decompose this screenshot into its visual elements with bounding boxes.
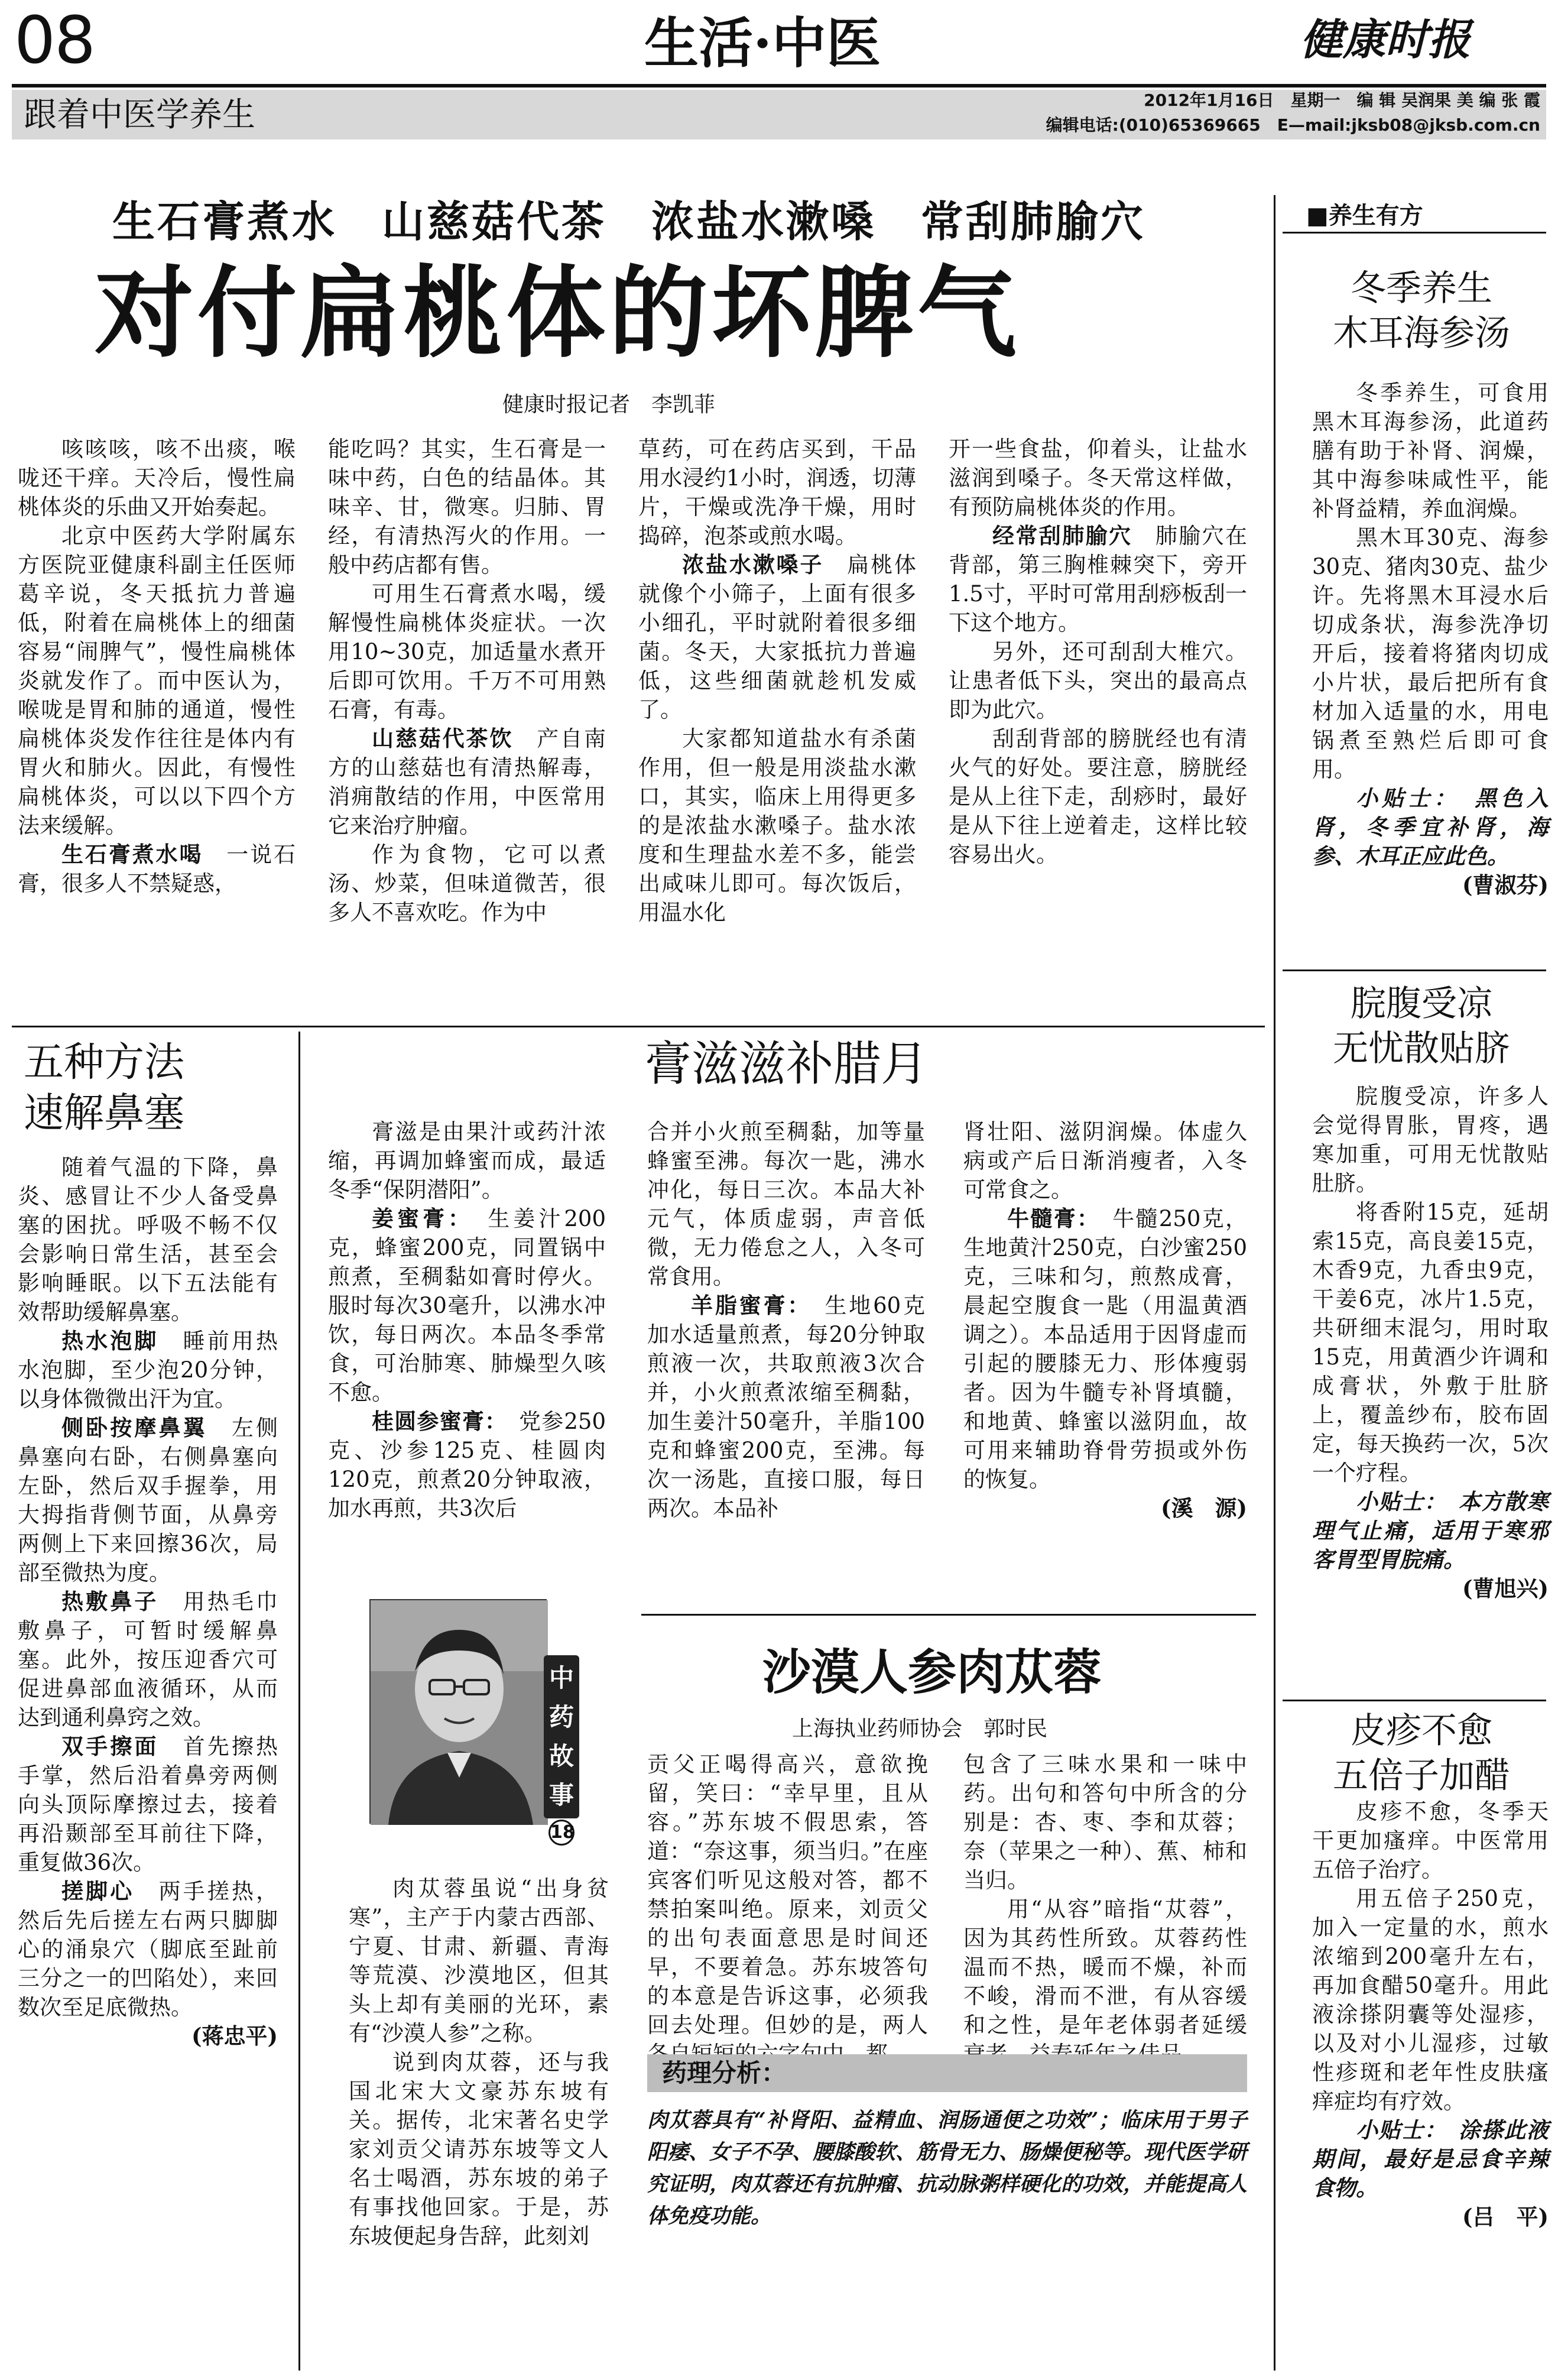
nose-title-line-2: 速解鼻塞 [24,1090,185,1137]
paragraph [949,637,1247,724]
paragraph [638,550,916,724]
paragraph-heading: 山慈菇代茶饮 [372,725,537,751]
analysis-label: 药理分析： [662,2058,787,2087]
paragraph [638,724,916,927]
paragraph-text: 产自南方的山慈菇也有清热解毒，消痈散结的作用，中医常用它来治疗肿瘤。 [328,726,606,838]
side-article-2-title-line-1: 脘腹受凉 [1351,983,1492,1024]
side-article-2-body [1312,1082,1549,1697]
paragraph-heading: 浓盐水漱嗓子 [682,552,848,578]
portrait-illustration [371,1600,548,1825]
side-article-1-title [1294,266,1549,356]
paragraph [1312,1198,1549,1487]
paragraph [328,435,606,579]
lead-subtitle: 生石膏煮水 山慈菇代茶 浓盐水漱嗓 常刮肺腧穴 [112,196,1146,247]
paragraph-text: 本方散寒理气止痛，适用于寒邪客胃型胃脘痛。 [1312,1489,1549,1572]
paragraph [638,435,916,550]
paragraph-text: 能吃吗？其实，生石膏是一味中药，白色的结晶体。其味辛、甘，微寒。归肺、胃经，有清热泻火的作用。一般中药店都有售。 [328,436,606,578]
paragraph [949,724,1247,869]
signature-text: (曹淑芬) [1462,872,1549,898]
paragraph [18,521,296,840]
story-series-tag: 中药故事 [544,1655,579,1818]
paragraph [18,840,296,898]
paragraph [18,1587,278,1732]
side-divider-2 [1283,1700,1546,1701]
side-article-2-title-line-2: 无忧散贴脐 [1333,1028,1510,1069]
paragraph-text: 用“从容”暗指“苁蓉”，因为其药性所致。苁蓉药性温而不热，暖而不燥，补而不峻，滑而不泄，有从容缓和之性，是年老体弱者延缓 [963,1896,1247,2038]
paragraph-heading: 经常刮肺腧穴 [992,523,1155,549]
paragraph [949,435,1247,521]
paragraph-heading: 桂圆参蜜膏： [372,1408,519,1434]
side-article-1-title-line-1: 冬季养生 [1351,268,1492,309]
paragraph [1312,1082,1549,1198]
paragraph-heading: 小贴士： [1356,2117,1459,2143]
side-article-3-title [1294,1708,1549,1798]
story-column-2 [647,1750,928,2039]
paragraph-text: 随着气温的下降，鼻炎、感冒让不少人备受鼻塞的困扰。呼吸不畅不仅会影响日常生活，甚至会影响睡眠。以下五法能有效帮助缓解鼻塞。 [18,1155,278,1325]
paragraph [647,1291,925,1523]
paragraph-text: 另外，还可刮刮大椎穴。让患者低下头，突出的最高点即为此穴。 [949,639,1247,722]
paragraph [963,1117,1247,1204]
lead-column-1 [18,435,296,1026]
paragraph-text: 开一些食盐，仰着头，让盐水滋润到嗓子。冬天常这样做，有预防扁桃体炎的作用。 [949,436,1247,520]
analysis-text: 肉苁蓉具有“补肾阳、益精血、润肠通便之功效”；临床用于男子阳痿、女子不孕、腰膝酸软、筋骨无力、肠燥便秘等。现代医学研究证明，肉苁蓉还有抗肿瘤、抗动脉粥样硬化的功效，并能提高人体免疫功能。 [647,2108,1248,2228]
paragraph-text: 肉苁蓉虽说“出身贫寒”，主产于内蒙古西部、宁夏、甘肃、新疆、青海等荒漠、沙漠地区，但其头上却有美丽的光环，素有“沙漠人参”之称。 [349,1876,609,2046]
paragraph-heading: 生石膏煮水喝 [61,841,227,867]
paragraph-text: 用五倍子250克，加入一定量的水，煎水浓缩到200毫升左右，再加食醋50毫升。用此液涂搽阴囊等处湿疹，以及对小儿湿疹，过敏性疹斑和老年性皮肤瘙痒症均有疗效。 [1312,1886,1549,2114]
paragraph [349,2048,609,2251]
paragraph [18,1877,278,2022]
side-article-1-title-line-2: 木耳海参汤 [1333,313,1510,354]
paragraph-heading: 搓脚心 [61,1878,159,1904]
paragraph [949,521,1247,637]
column-name: 跟着中医学养生 [24,96,255,134]
paragraph [18,1327,278,1413]
paragraph [1312,2116,1549,2203]
paragraph-text: 两手搓热，然后先后搓左右两只脚脚心的涌泉穴（脚底至趾前三分之一的凹陷处），来回数次至足底微热。 [18,1879,278,2020]
author-signature [1312,2203,1549,2232]
paragraph-text: 黑木耳30克、海参30克、猪肉30克、盐少许。先将黑木耳浸水后切成条状，海参洗净切开后，接着将猪肉切成小片状，最后把所有食材加入适量的水，用电锅煮至熟烂后即可食用。 [1312,525,1549,782]
paragraph-text: 一说石膏，很多人不禁疑惑， [18,842,296,896]
paragraph [18,435,296,521]
side-column-rule [1274,195,1275,2371]
paragraph [1312,378,1549,523]
paragraph [328,1204,606,1407]
paragraph-text: 可用生石膏煮水喝，缓解慢性扁桃体炎症状。一次用10~30克，加适量水煮开后即可饮用。千万不可用熟石膏，有毒。 [328,581,606,722]
paragraph-heading: 羊脂蜜膏： [691,1292,825,1318]
author-photo [369,1599,547,1824]
paragraph-text: 首先擦热手掌，然后沿着鼻旁两侧向头顶际摩擦过去，接着再沿颞部至耳前往下降，重复做36次。 [18,1734,278,1875]
lead-column-4 [949,435,1247,1026]
paragraph-text: 牛髓250克，生地黄汁250克，白沙蜜250克，三味和匀，煎熬成膏，晨起空腹食一匙（用温黄酒调之）。本品适用于因肾虚而引起的腰膝无力、形体瘦弱者。因为牛髓专补肾填髓，和地黄、蜂蜜以滋阴血，故可用来辅助脊骨劳损或外伤的恢复。 [963,1206,1248,1492]
paragraph-text: 北京中医药大学附属东方医院亚健康科副主任医师葛辛说，冬天抵抗力普遍低，附着在扁桃体上的细菌容易“闹脾气”，慢性扁桃体炎就发作了。而中医认为，喉咙是胃和肺的通道，慢性扁桃体炎发作往往是体内有胃火和肺火。因此，有慢性扁桃体炎，可以以下四个方法来缓解。 [18,523,296,838]
paragraph-text: 膏滋是由果汁或药汁浓缩，再调加蜂蜜而成，最适冬季“保阴潜阳”。 [328,1119,606,1202]
story-series-number: 18 [548,1820,574,1846]
author-signature [1312,871,1549,900]
paragraph [963,1750,1247,1895]
side-article-2-title [1294,981,1549,1071]
paragraph-text: 包含了三味水果和一味中药。出句和答句中所含的分别是：杏、枣、李和苁蓉；奈（苹果之一种）、蕉、柿和当归。 [963,1752,1247,1893]
lead-title: 对付扁桃体的坏脾气 [95,255,1020,371]
story-byline: 上海执业药师协会 郭时民 [792,1717,1048,1741]
date-line: 2012年1月16日 星期一 编 辑 吴润果 美 编 张 霞 [1144,90,1540,110]
paste-column-3 [963,1117,1247,1602]
paragraph-text: 贡父正喝得高兴，意欲挽留，笑曰：“幸早里，且从容。”苏东坡不假思索，答道：“奈这事，须当归。”在座宾客们听见这般对答，都不禁拍案叫绝。原来，刘贡父的出句表面意思是时间还早，不要着急。苏东坡答句的本意是告诉这事，必须我回去处理。但妙的是，两人 [647,1752,928,2038]
paste-column-2 [647,1117,925,1602]
paragraph [328,840,606,927]
paragraph [963,1895,1247,2068]
paragraph-heading: 热敷鼻子 [61,1588,183,1614]
nose-article-body [18,1153,278,2341]
paragraph-text: 生姜汁200克，蜂蜜200克，同置锅中煎煮，至稠黏如膏时停火。服时每次30毫升，以沸水冲饮，每日两次。本品冬季常食，可治肺寒、肺燥型久咳不愈。 [328,1206,606,1405]
paragraph-text: 冬季养生，可食用黑木耳海参汤，此道药膳有助于补肾、润燥，其中海参味咸性平，能补肾益精，养血润燥。 [1312,380,1549,521]
paragraph [18,1732,278,1877]
paragraph-text: 睡前用热水泡脚，至少泡20分钟，以身体微微出汗为宜。 [18,1328,278,1412]
paragraph-heading: 小贴士： [1356,785,1475,811]
header-rule [12,84,1546,87]
side-article-3-title-line-2: 五倍子加醋 [1333,1755,1510,1797]
paragraph-text: 党参250克、沙参125克、桂圆肉120克，煎煮20分钟取液，加水再煎，共3次后 [328,1409,606,1521]
paragraph [963,1204,1247,1494]
paragraph-text: 左侧鼻塞向右卧，右侧鼻塞向左卧，然后双手握拳，用大拇指背侧节面，从鼻旁两侧上下来回擦36次，局部至微热为度。 [18,1415,278,1585]
signature-text: (溪 源) [1160,1495,1247,1521]
paragraph-heading: 双手擦面 [61,1733,183,1759]
nose-article-title [24,1037,272,1139]
paragraph-text: 用热毛巾敷鼻子，可暂时缓解鼻塞。此外，按压迎香穴可促进鼻部血液循环，从而达到通利鼻窍之效。 [18,1589,278,1730]
paragraph-text: 草药，可在药店买到，干品用水浸约1小时，润透，切薄片，干燥或洗净干燥，用时捣碎，泡茶或煎水喝。 [638,436,916,549]
paragraph-text: 合并小火煎至稠黏，加等量蜂蜜至沸。每次一匙，沸水冲化，每日三次。本品大补元气，体质虚弱，声音低微，无力倦怠之人，入冬可常食用。 [647,1119,925,1289]
paragraph [1312,1487,1549,1574]
paragraph-heading: 牛髓膏： [1007,1205,1113,1231]
side-article-1-body [1312,378,1549,969]
paragraph-text: 作为食物，它可以煮汤、炒菜，但味道微苦，很多人不喜欢吃。作为中 [328,842,606,925]
paragraph [647,1750,928,2068]
paragraph-text: 涂搽此液期间，最好是忌食辛辣食物。 [1312,2117,1549,2201]
side-article-3-title-line-1: 皮疹不愈 [1351,1710,1492,1752]
paste-article-title: 膏滋滋补腊月 [644,1036,928,1091]
paragraph-text: 咳咳咳，咳不出痰，喉咙还干痒。天冷后，慢性扁桃体炎的乐曲又开始奏起。 [18,436,296,520]
paragraph [18,1153,278,1327]
paste-column-1 [328,1117,606,1602]
paragraph [647,1117,925,1291]
paragraph [1312,1797,1549,1884]
signature-text: (吕 平) [1462,2204,1549,2230]
lead-byline: 健康时报记者 李凯菲 [502,393,716,417]
paragraph-text: 生地60克加水适量煎煮，每20分钟取煎液一次，共取煎液3次合并，小火煎煮浓缩至稠黏，加生姜汁50毫升，羊脂100克和蜂蜜200克，至沸。每次一汤匙，直接口服，每日两次。本品补 [647,1293,925,1521]
paragraph-text: 肾壮阳、滋阴润燥。体虚久病或产后日渐消瘦者，入冬可常食之。 [963,1119,1247,1202]
paragraph-text: 皮疹不愈，冬季天干更加瘙痒。中医常用五倍子治疗。 [1312,1799,1549,1882]
lead-bottom-rule [12,1026,1265,1027]
paragraph-text: 刮刮背部的膀胱经也有清火气的好处。要注意，膀胱经是从上往下走，刮痧时，最好是从下往上逆着走，这样比较容易出火。 [949,726,1247,867]
paragraph-heading: 姜蜜膏： [372,1205,488,1231]
lead-column-3 [638,435,916,1026]
author-signature [963,1494,1247,1523]
paragraph-text: 肺腧穴在背部，第三胸椎棘突下，旁开1.5寸，平时可常用刮痧板刮一下这个地方。 [949,523,1248,635]
signature-text: (蒋忠平) [191,2023,278,2049]
signature-text: (曹旭兴) [1462,1575,1549,1601]
author-signature [18,2022,278,2051]
nose-column-rule [298,1032,300,2371]
nose-title-line-1: 五种方法 [24,1039,185,1086]
paragraph [1312,784,1549,871]
paste-bottom-rule [641,1614,1256,1616]
paragraph [328,1407,606,1523]
author-signature [1312,1574,1549,1603]
paragraph-heading: 热水泡脚 [61,1328,183,1354]
story-column-1 [349,1874,609,2341]
side-column-label: ■养生有方 [1306,202,1423,229]
side-divider-1 [1283,969,1546,971]
paragraph-heading: 小贴士： [1356,1489,1459,1515]
paragraph-text: 大家都知道盐水有杀菌作用，但一般是用淡盐水漱口，其实，临床上用得更多的是浓盐水漱嗓子。盐水浓度和生理盐水差不多，能尝出咸味儿即可。每次饭后，用温水化 [638,726,916,925]
paragraph [349,1874,609,2048]
masthead-logo: 健康时报 [1300,14,1471,64]
section-title: 生活·中医 [644,11,881,75]
lead-column-2 [328,435,606,1026]
paragraph [1312,523,1549,784]
paragraph [1312,1884,1549,2116]
paragraph [328,579,606,724]
paragraph-heading: 侧卧按摩鼻翼 [61,1415,232,1441]
paragraph-text: 将香附15克，延胡索15克，高良姜15克，木香9克，九香虫9克，干姜6克，冰片1.5克，共研细末混匀，用时取15克，用黄酒少许调和成膏状，外敷于肚脐上，覆盖纱布，胶布固定，每天换药一次，5次一个疗程。 [1312,1199,1549,1486]
paragraph-text: 扁桃体就像个小筛子，上面有很多小细孔，平时就附着很多细菌。冬天，大家抵抗力普遍低，这些细菌就趁机发威了。 [638,552,917,722]
page-number: 08 [14,2,95,78]
story-column-3 [963,1750,1247,2039]
contact-line: 编辑电话:(010)65369665 E—mail:jksb08@jksb.com.cn [1046,115,1540,135]
story-title: 沙漠人参肉苁蓉 [762,1645,1102,1701]
paragraph-text: 说到肉苁蓉，还与我国北宋大文豪苏东坡有关。据传，北宋著名史学家刘贡父请苏东坡等文人名士喝酒，苏东坡的弟子有事找他回家。于是，苏东坡便起身告辞，此刻刘 [349,2050,609,2249]
paragraph [18,1413,278,1587]
paragraph [328,1117,606,1204]
paragraph [328,724,606,840]
side-article-3-body [1312,1797,1549,2353]
side-label-rule [1283,232,1546,234]
paragraph-text: 脘腹受凉，许多人会觉得胃胀，胃疼，遇寒加重，可用无忧散贴肚脐。 [1312,1084,1549,1196]
paragraph-text: 黑色入肾，冬季宜补肾，海参、木耳正应此色。 [1312,785,1549,869]
